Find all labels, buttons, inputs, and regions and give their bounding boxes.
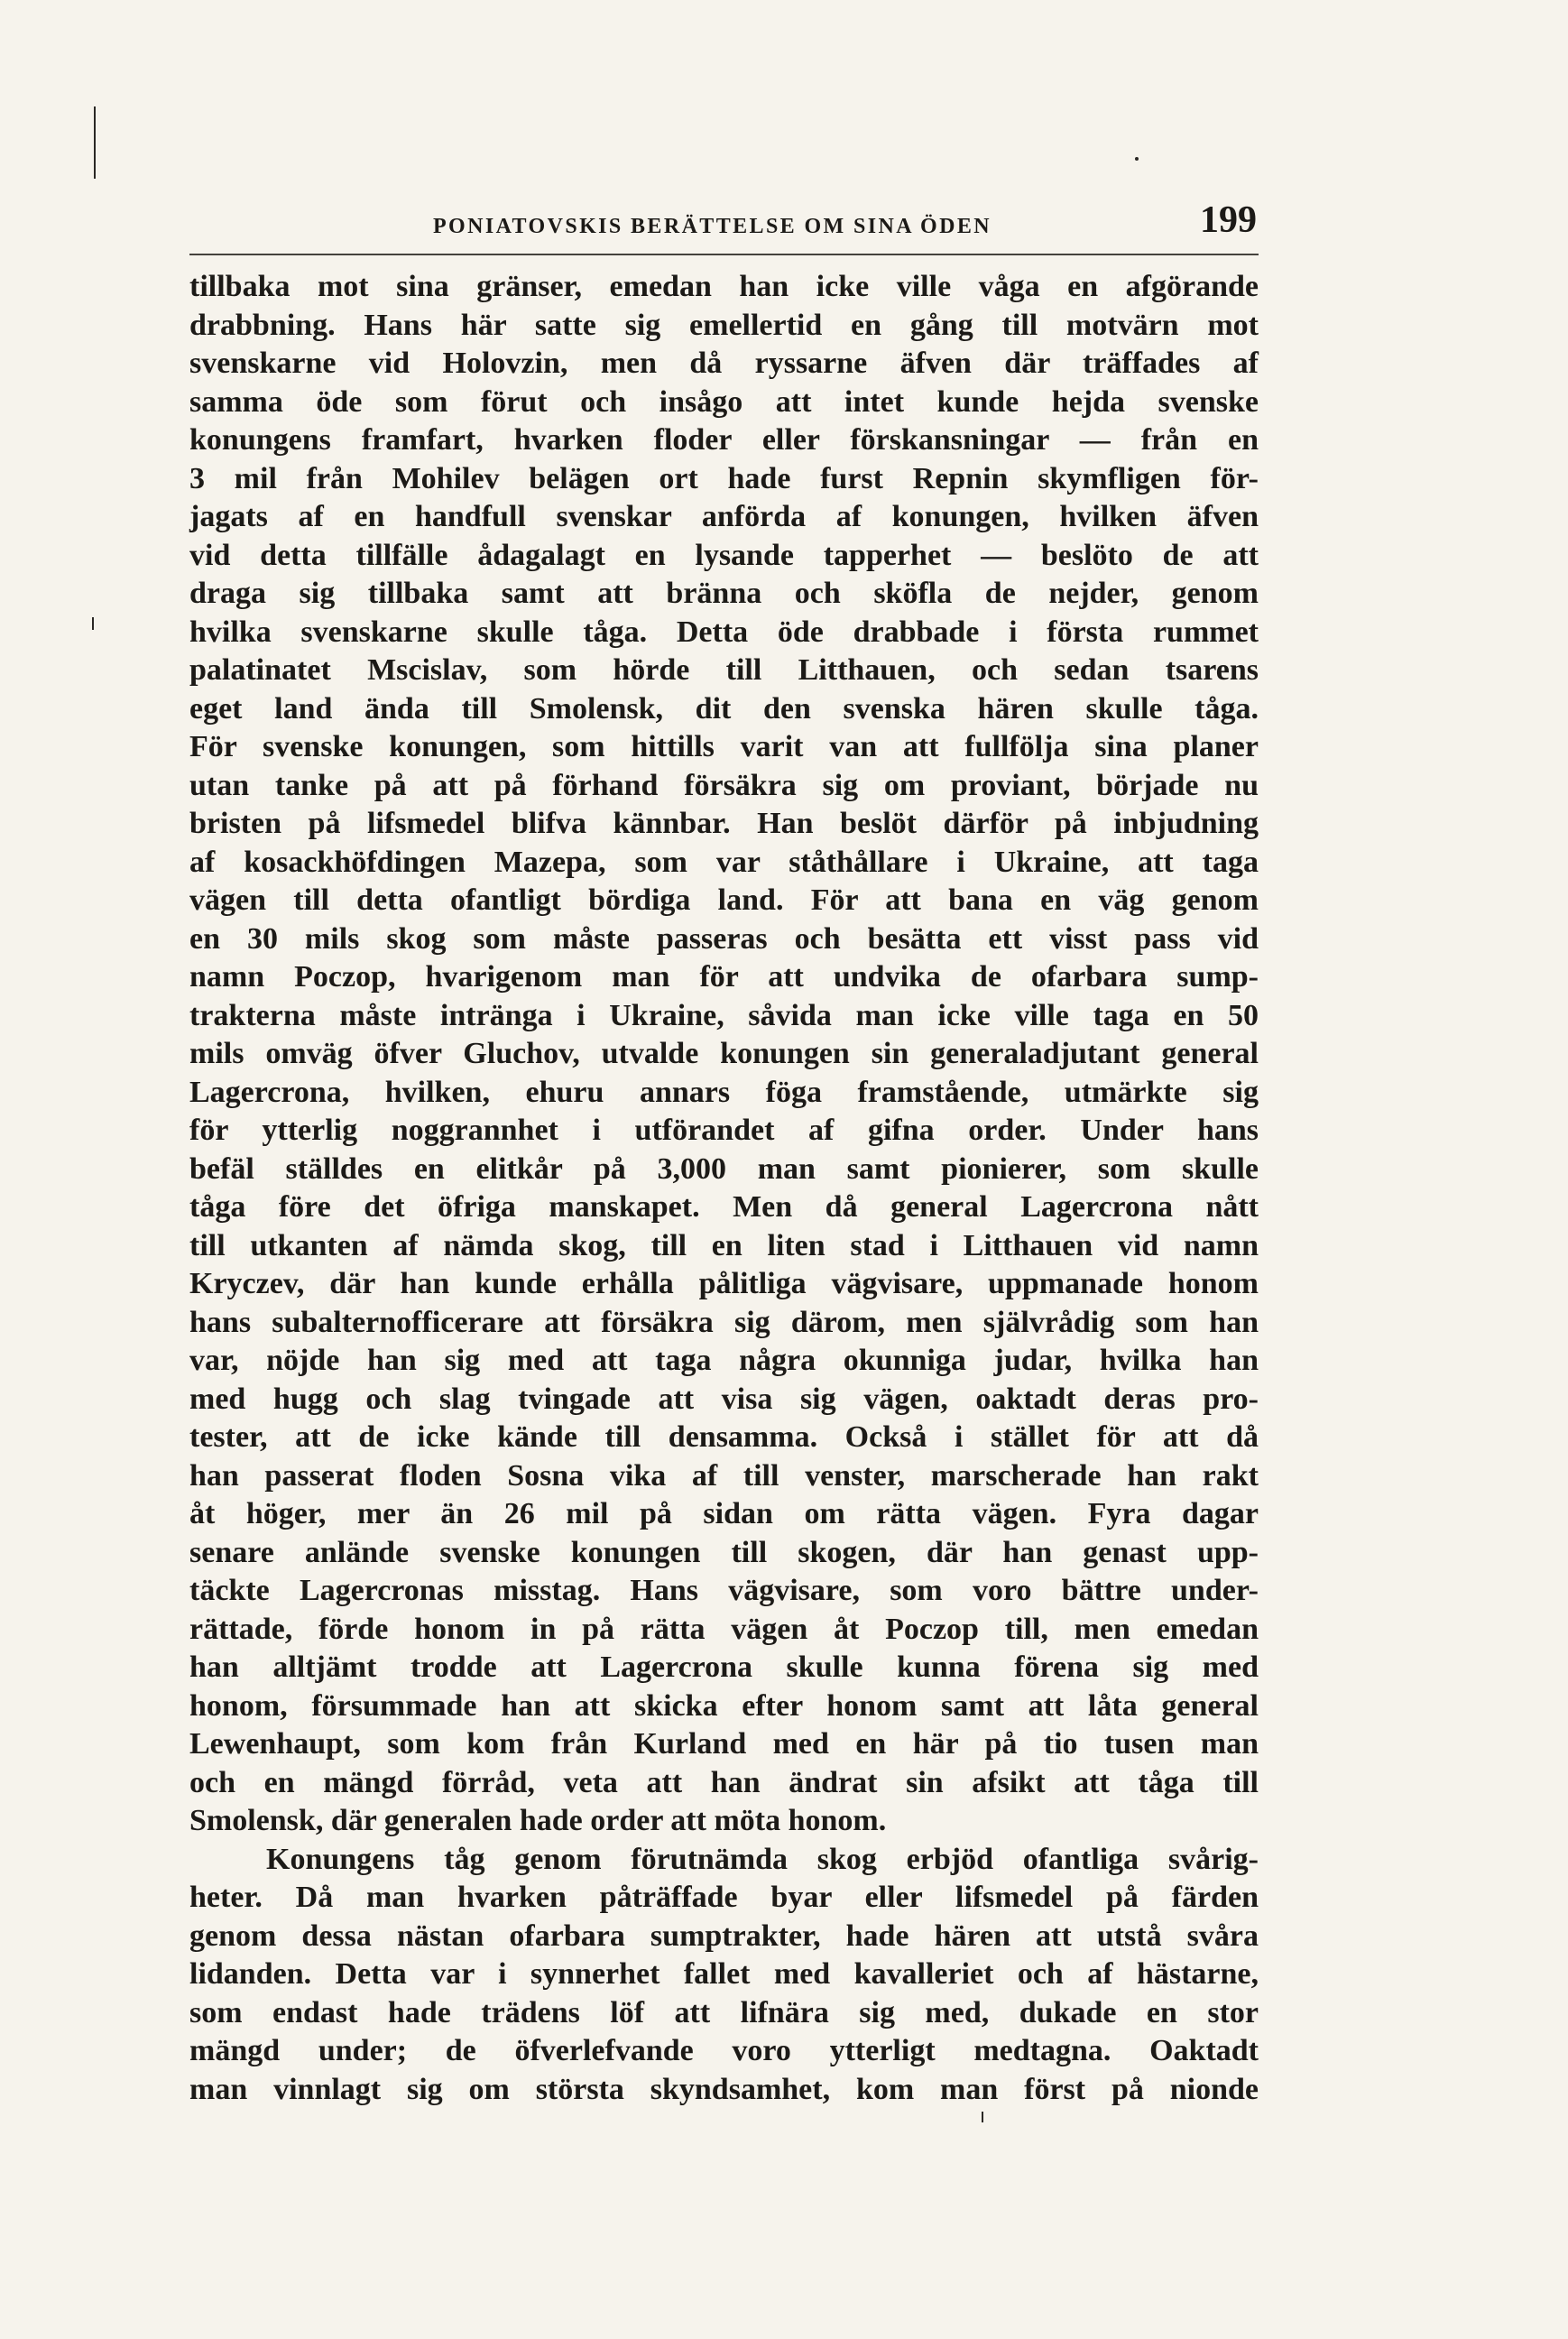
text-line: draga sig tillbaka samt att bränna och sköfla de nejder, genom — [189, 577, 1259, 610]
running-title: PONIATOVSKIS BERÄTTELSE OM SINA ÖDEN — [433, 215, 992, 238]
text-line: man vinnlagt sig om största skyndsamhet, kom man först på nionde — [189, 2072, 1259, 2106]
text-line: För svenske konungen, som hittills varit van att fullfölja sina planer — [189, 730, 1259, 763]
text-line: vägen till detta ofantligt bördiga land. För att bana en väg genom — [189, 883, 1259, 917]
text-line: Kryczev, där han kunde erhålla pålitliga vägvisare, uppmanade honom — [189, 1267, 1259, 1300]
text-line: tillbaka mot sina gränser, emedan han icke ville våga en afgörande — [189, 270, 1259, 303]
text-line: heter. Då man hvarken påträffade byar eller lifsmedel på färden — [189, 1881, 1259, 1914]
text-line: täckte Lagercronas misstag. Hans vägvisare, som voro bättre under- — [189, 1574, 1259, 1607]
text-line: jagats af en handfull svenskar anförda af konungen, hvilken äfven — [189, 500, 1259, 533]
text-line: med hugg och slag tvingade att visa sig vägen, oaktadt deras pro- — [189, 1382, 1259, 1416]
text-line: senare anlände svenske konungen till skogen, där han genast upp- — [189, 1535, 1259, 1569]
text-line: namn Poczop, hvarigenom man för att undvika de ofarbara sump- — [189, 960, 1259, 994]
text-line: svenskarne vid Holovzin, men då ryssarne äfven där träffades af — [189, 347, 1259, 380]
scan-speck — [982, 2112, 983, 2122]
text-line: befäl ställdes en elitkår på 3,000 man samt pionierer, som skulle — [189, 1151, 1259, 1186]
text-line: vid detta tillfälle ådagalagt en lysande tapperhet — beslöto de att — [189, 538, 1259, 572]
text-line: mängd under; de öfverlefvande voro ytterligt medtagna. Oaktadt — [189, 2034, 1259, 2067]
page-number: 199 — [1200, 199, 1257, 241]
text-line: hvilka svenskarne skulle tåga. Detta öde drabbade i första rummet — [189, 615, 1259, 649]
scan-edge-mark — [94, 106, 96, 179]
text-line: en 30 mils skog som måste passeras och besätta ett visst pass vid — [189, 921, 1259, 956]
body-text — [189, 268, 1259, 2109]
text-line: eget land ända till Smolensk, dit den svenska hären skulle tåga. — [189, 691, 1259, 726]
text-line: Smolensk, där generalen hade order att möta honom. — [189, 1804, 887, 1837]
text-line: Konungens tåg genom förutnämda skog erbjöd ofantliga svårig- — [266, 1842, 1259, 1876]
text-line: trakterna måste inträngа i Ukraine, såvida man icke ville taga en 50 — [189, 998, 1259, 1032]
text-line: honom, försummade han att skicka efter honom samt att låta general — [189, 1688, 1259, 1723]
text-line: till utkanten af nämda skog, till en liten stad i Litthauen vid namn — [189, 1228, 1259, 1262]
text-line: bristen på lifsmedel blifva kännbar. Han beslöt därför på inbjudning — [189, 807, 1259, 840]
text-line: och en mängd förråd, veta att han ändrat sin afsikt att tåga till — [189, 1765, 1259, 1799]
text-line: tåga före det öfriga manskapet. Men då general Lagercrona nått — [189, 1190, 1259, 1224]
text-line: var, nöjde han sig med att taga några okunniga judar, hvilka han — [189, 1344, 1259, 1377]
text-line: Lewenhaupt, som kom från Kurland med en här på tio tusen man — [189, 1727, 1259, 1761]
text-line: åt höger, mer än 26 mil på sidan om rätta vägen. Fyra dagar — [189, 1497, 1259, 1530]
text-line: utan tanke på att på förhand försäkra sig om proviant, började nu — [189, 768, 1259, 802]
text-line: han alltjämt trodde att Lagercrona skulle kunna förena sig med — [189, 1650, 1259, 1684]
text-line: af kosackhöfdingen Mazepa, som var ståthållare i Ukraine, att taga — [189, 845, 1259, 879]
text-line: rättade, förde honom in på rätta vägen åt Poczop till, men emedan — [189, 1612, 1259, 1646]
text-line: mils omväg öfver Gluchov, utvalde konungen sin generaladjutant general — [189, 1037, 1259, 1070]
text-line: lidanden. Detta var i synnerhet fallet med kavalleriet och af hästarne, — [189, 1957, 1259, 1991]
text-line: drabbning. Hans här satte sig emellertid en gång till motvärn mot — [189, 308, 1259, 342]
scan-speck — [92, 617, 94, 630]
text-line: hans subalternofficerare att försäkra sig därom, men självrådig som han — [189, 1305, 1259, 1339]
header-rule — [189, 254, 1259, 255]
text-line: Lagercrona, hvilken, ehuru annars föga framstående, utmärkte sig — [189, 1075, 1259, 1109]
text-line: tester, att de icke kände till densamma. Också i stället för att då — [189, 1420, 1259, 1454]
scan-speck — [1135, 157, 1139, 161]
page-header — [189, 188, 1259, 251]
text-line: för ytterlig noggrannhet i utförandet af gifna order. Under hans — [189, 1114, 1259, 1147]
text-line: palatinatet Mscislav, som hörde till Litthauen, och sedan tsarens — [189, 653, 1259, 687]
text-line: genom dessa nästan ofarbara sumptrakter, hade hären att utstå svåra — [189, 1918, 1259, 1953]
text-line: konungens framfart, hvarken floder eller förskansningar — från en — [189, 423, 1259, 457]
text-line: han passerat floden Sosna vika af till venster, marscherade han rakt — [189, 1458, 1259, 1493]
text-line: som endast hade trädens löf att lifnära sig med, dukade en stor — [189, 1995, 1259, 2029]
text-line: samma öde som förut och insågo att intet kunde hejda svenske — [189, 384, 1259, 419]
text-line: 3 mil från Mohilev belägen ort hade furst Repnin skymfligen för- — [189, 461, 1259, 495]
